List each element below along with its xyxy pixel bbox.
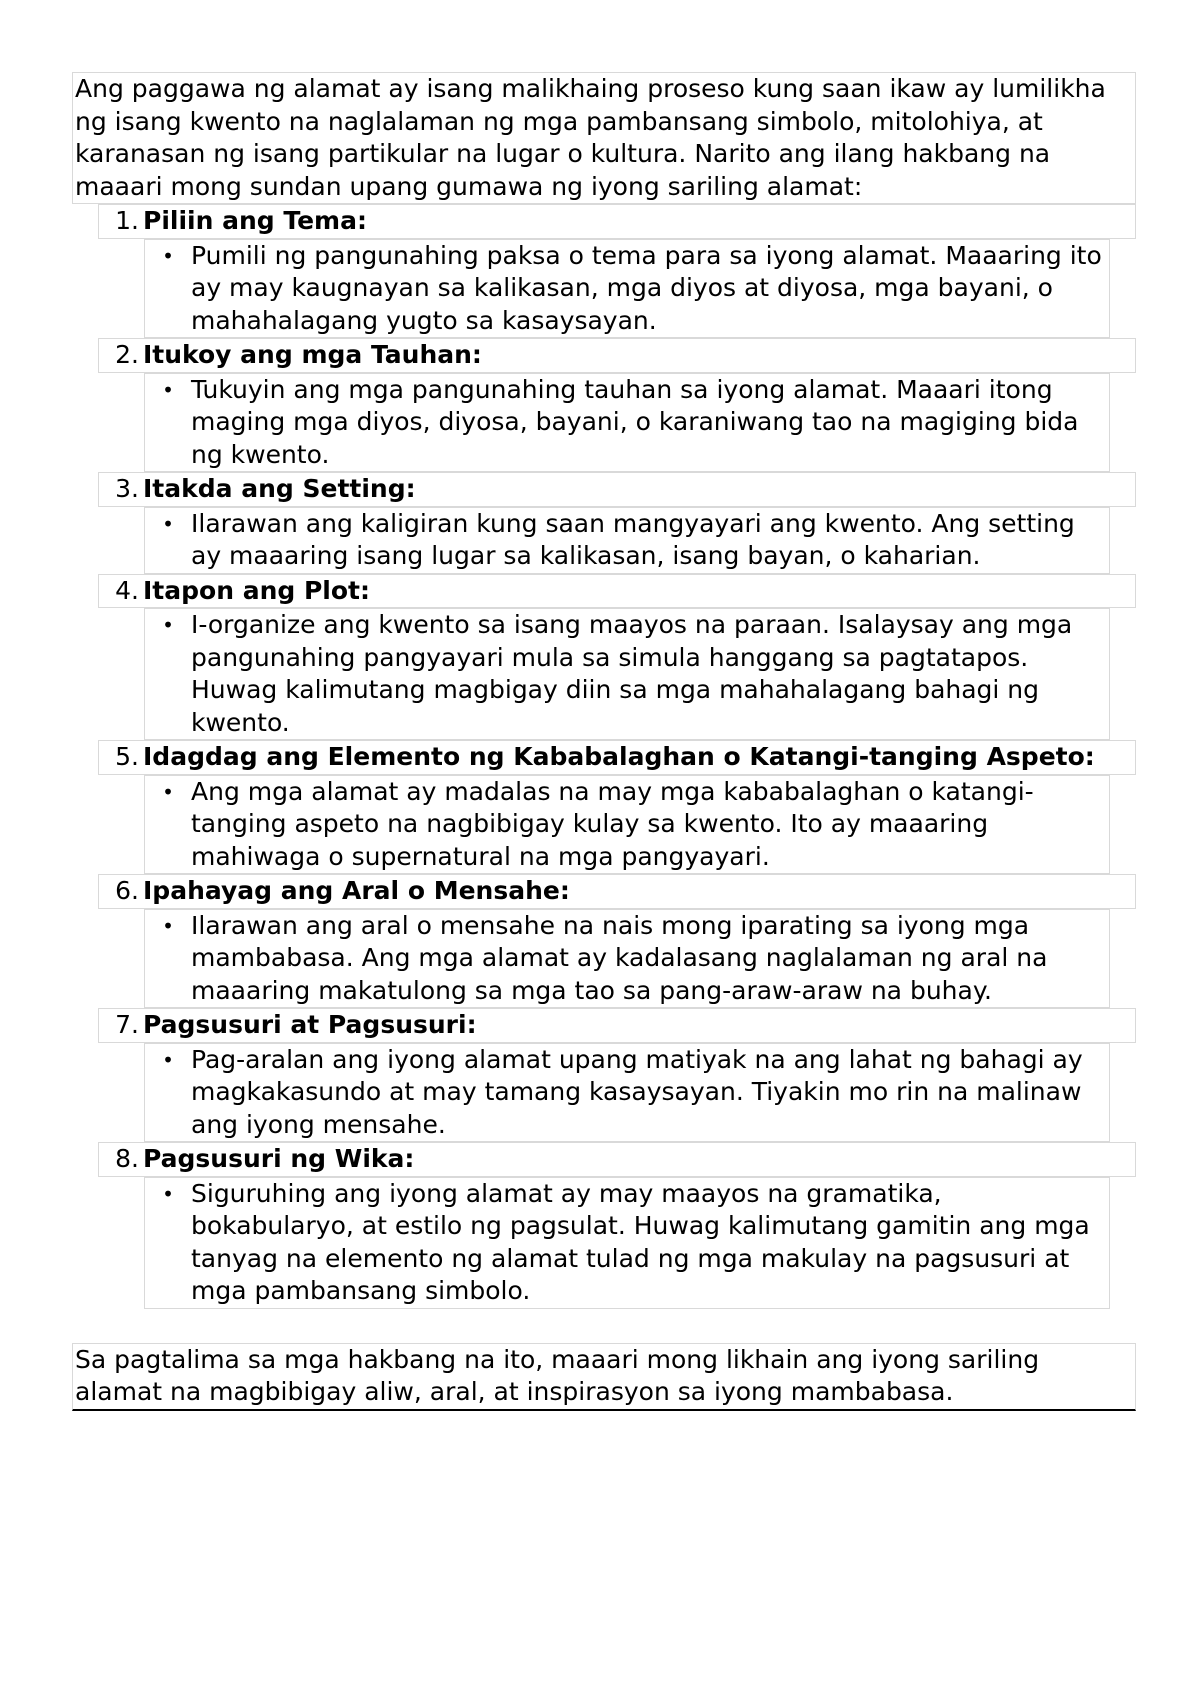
step-number: 8. xyxy=(115,1144,139,1173)
bullet-icon: • xyxy=(162,511,174,536)
step-heading-8 xyxy=(98,1142,1136,1177)
step-heading-7 xyxy=(98,1008,1136,1043)
step-title: Piliin ang Tema: xyxy=(143,206,367,235)
step-heading-5 xyxy=(98,740,1136,775)
steps-list xyxy=(72,204,1136,1309)
step-title: Itapon ang Plot: xyxy=(143,575,370,605)
step-title: Ipahayag ang Aral o Mensahe: xyxy=(143,876,570,905)
step-title: Pagsusuri ng Wika: xyxy=(143,1144,415,1173)
step-title: Pagsusuri at Pagsusuri: xyxy=(143,1010,477,1039)
bullet-icon: • xyxy=(162,613,174,637)
bullet-icon: • xyxy=(162,913,174,938)
step-description: Ilarawan ang kaligiran kung saan mangyayari ang kwento. Ang setting ay maaaring isang lugar sa kalikasan, isang bayan, o kaharian. xyxy=(191,508,1075,570)
bullet-icon: • xyxy=(162,243,174,268)
step-description: Tukuyin ang mga pangunahing tauhan sa iyong alamat. Maaari itong maging mga diyos, diyosa, bayani, o karaniwang tao na magiging bida ng kwento. xyxy=(191,374,1079,469)
step-heading-6 xyxy=(98,874,1136,909)
step-heading-4 xyxy=(98,574,1136,609)
bullet-icon: • xyxy=(162,377,174,402)
step-title: Itukoy ang mga Tauhan: xyxy=(143,340,482,369)
step-heading-2 xyxy=(98,338,1136,373)
step-bullet-item xyxy=(144,1043,1110,1143)
step-bullet-item xyxy=(144,608,1110,740)
step-number: 6. xyxy=(115,876,139,905)
bullet-icon: • xyxy=(162,1047,174,1072)
step-heading-1 xyxy=(98,204,1136,239)
step-description: Siguruhing ang iyong alamat ay may maayos na gramatika, bokabularyo, at estilo ng pagsulat. Huwag kalimutang gamitin ang mga tanyag na elemento ng alamat tulad ng mga makulay na pagsusuri at mga pambansang simbolo. xyxy=(191,1178,1090,1305)
step-bullet-item xyxy=(144,373,1110,473)
step-bullet-item xyxy=(144,909,1110,1009)
step-number: 3. xyxy=(115,474,139,503)
step-number: 2. xyxy=(115,340,139,369)
step-description: Pag-aralan ang iyong alamat upang matiyak na ang lahat ng bahagi ay magkakasundo at may tamang kasaysayan. Tiyakin mo rin na malinaw ang iyong mensahe. xyxy=(191,1044,1083,1139)
step-number: 1. xyxy=(115,206,139,235)
step-description: Ilarawan ang aral o mensahe na nais mong iparating sa iyong mga mambabasa. Ang mga alamat ay kadalasang naglalaman ng aral na maaaring makatulong sa mga tao sa pang-araw-araw na buhay. xyxy=(191,910,1048,1005)
step-description: Pumili ng pangunahing paksa o tema para sa iyong alamat. Maaaring ito ay may kaugnayan sa kalikasan, mga diyos at diyosa, mga bayani, o mahahalagang yugto sa kasaysayan. xyxy=(191,240,1102,335)
step-title: Idagdag ang Elemento ng Kababalaghan o Katangi-tanging Aspeto: xyxy=(143,742,1095,771)
bullet-icon: • xyxy=(162,1181,174,1206)
step-description: Ang mga alamat ay madalas na may mga kababalaghan o katangi-tanging aspeto na nagbibigay kulay sa kwento. Ito ay maaaring mahiwaga o supernatural na mga pangyayari. xyxy=(191,776,1034,871)
step-description: I-organize ang kwento sa isang maayos na paraan. Isalaysay ang mga pangunahing pangyayari mula sa simula hanggang sa pagtatapos. Huwag kalimutang magbigay diin sa mga mahahalagang bahagi ng kwento. xyxy=(191,610,1073,737)
step-bullet-item xyxy=(144,239,1110,339)
conclusion-paragraph: Sa pagtalima sa mga hakbang na ito, maaari mong likhain ang iyong sariling alamat na magbibigay aliw, aral, at inspirasyon sa iyong mambabasa. xyxy=(72,1343,1136,1411)
step-bullet-item xyxy=(144,775,1110,875)
intro-paragraph: Ang paggawa ng alamat ay isang malikhaing proseso kung saan ikaw ay lumilikha ng isang kwento na naglalaman ng mga pambansang simbolo, mitolohiya, at karanasan ng isang partikular na lugar o kultura. Narito ang ilang hakbang na maaari mong sundan upang gumawa ng iyong sariling alamat: xyxy=(72,72,1136,204)
step-bullet-item xyxy=(144,1177,1110,1309)
step-number: 5. xyxy=(115,742,139,771)
step-number: 4. xyxy=(115,575,139,605)
step-bullet-item xyxy=(144,507,1110,574)
step-title: Itakda ang Setting: xyxy=(143,474,416,503)
bullet-icon: • xyxy=(162,779,174,804)
step-heading-3 xyxy=(98,472,1136,507)
document-page xyxy=(72,72,1136,1411)
step-number: 7. xyxy=(115,1010,139,1039)
